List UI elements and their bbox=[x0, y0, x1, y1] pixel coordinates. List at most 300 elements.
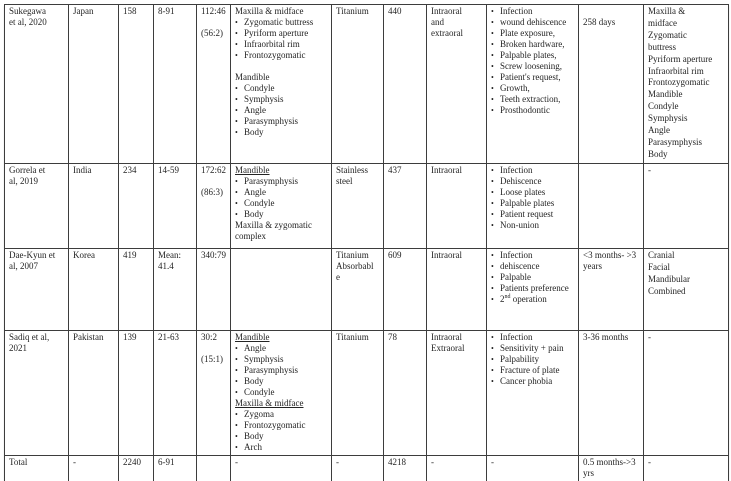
text-line: Titanium bbox=[336, 250, 369, 260]
text-line: Intraoral bbox=[431, 6, 462, 16]
bullet-item bbox=[235, 116, 327, 127]
bullet-icon: • bbox=[235, 366, 238, 375]
text-line: Frontozygomatic bbox=[648, 77, 710, 88]
bullet-icon: • bbox=[235, 40, 238, 49]
bullet-item bbox=[235, 198, 327, 209]
bullet-item bbox=[491, 376, 574, 387]
bullet-text: Patient request bbox=[500, 209, 554, 219]
bullet-icon: • bbox=[491, 262, 494, 271]
removal-time-cell bbox=[579, 164, 644, 249]
fracture-sites-cell bbox=[231, 5, 332, 164]
text-line: Maxilla & midface bbox=[235, 398, 304, 408]
study-row-gorrela-2019 bbox=[5, 164, 729, 249]
bullet-item bbox=[235, 431, 327, 442]
bullet-text: Body bbox=[244, 127, 264, 137]
bullet-item bbox=[235, 442, 327, 453]
text-line: Cranial bbox=[648, 250, 675, 260]
bullet-text: Angle bbox=[244, 343, 267, 353]
text-line: - bbox=[235, 457, 239, 467]
text-line: buttress bbox=[648, 41, 677, 52]
text-line: Gorrela et bbox=[9, 165, 46, 175]
sample-size-cell bbox=[119, 164, 154, 249]
text-line: Condyle bbox=[648, 101, 679, 112]
material-cell bbox=[332, 5, 384, 164]
text-line: 440 bbox=[388, 6, 402, 16]
text-line: 139 bbox=[123, 332, 137, 342]
bullet-item bbox=[235, 209, 327, 220]
bullet-text: Sensitivity + pain bbox=[500, 343, 564, 353]
text-line: Korea bbox=[73, 250, 95, 260]
bullet-item bbox=[491, 94, 574, 105]
text-line: midface bbox=[648, 17, 677, 28]
removal-time-cell bbox=[579, 456, 644, 481]
bullet-item bbox=[491, 187, 574, 198]
text-line: 419 bbox=[123, 250, 137, 260]
text-line: <3 months- >3 years bbox=[583, 250, 637, 271]
bullet-icon: • bbox=[491, 188, 494, 197]
text-line: Mandible bbox=[235, 165, 270, 175]
bullet-item bbox=[235, 420, 327, 431]
bullet-icon: • bbox=[235, 344, 238, 353]
text-line: - bbox=[491, 457, 495, 467]
bullet-icon: • bbox=[235, 106, 238, 115]
bullet-icon: • bbox=[491, 73, 494, 82]
bullet-text: Body bbox=[244, 431, 264, 441]
bullet-text: Zygoma bbox=[244, 409, 275, 419]
text-line: - bbox=[648, 457, 652, 467]
material-cell bbox=[332, 164, 384, 249]
bullet-icon: • bbox=[491, 273, 494, 282]
author-cell bbox=[5, 5, 69, 164]
bullet-item bbox=[491, 365, 574, 376]
removed-sites-cell bbox=[644, 249, 729, 331]
bullet-item bbox=[235, 83, 327, 94]
material-cell bbox=[332, 331, 384, 456]
bullet-icon: • bbox=[235, 388, 238, 397]
removal-reasons-cell bbox=[487, 5, 579, 164]
text-line: Body bbox=[648, 148, 668, 159]
bullet-item bbox=[491, 209, 574, 220]
bullet-icon: • bbox=[235, 432, 238, 441]
bullet-item bbox=[491, 354, 574, 365]
bullet-text: Condyle bbox=[244, 198, 275, 208]
bullet-icon: • bbox=[491, 166, 494, 175]
bullet-icon: • bbox=[235, 188, 238, 197]
bullet-text: Palpable plates bbox=[500, 198, 555, 208]
text-line: - bbox=[648, 165, 652, 175]
sample-size-cell bbox=[119, 456, 154, 481]
country-cell bbox=[69, 5, 119, 164]
author-cell bbox=[5, 164, 69, 249]
gender-ratio-cell bbox=[197, 456, 231, 481]
gender-ratio-cell bbox=[197, 331, 231, 456]
text-line: 437 bbox=[388, 165, 402, 175]
text-line: Maxilla & bbox=[648, 6, 686, 16]
bullet-text: Angle bbox=[244, 187, 267, 197]
bullet-icon: • bbox=[235, 128, 238, 137]
bullet-text: Symphysis bbox=[244, 354, 284, 364]
bullet-icon: • bbox=[235, 95, 238, 104]
text-line: 172:62 bbox=[201, 165, 227, 175]
bullet-icon: • bbox=[491, 84, 494, 93]
bullet-text: Loose plates bbox=[500, 187, 546, 197]
bullet-item bbox=[235, 105, 327, 116]
bullet-icon: • bbox=[491, 251, 494, 260]
spacer bbox=[201, 343, 226, 354]
bullet-text: wound dehiscence bbox=[500, 17, 567, 27]
text-line: - bbox=[648, 332, 652, 342]
bullet-text: Infection bbox=[500, 250, 533, 260]
bullet-icon: • bbox=[491, 377, 494, 386]
bullet-item bbox=[491, 39, 574, 50]
text-line: Mandibular bbox=[648, 273, 691, 284]
text-line: Absorbabl bbox=[336, 261, 374, 271]
studies-table bbox=[4, 4, 729, 481]
text-line: Total bbox=[9, 457, 28, 467]
bullet-item bbox=[491, 343, 574, 354]
text-line: 2021 bbox=[9, 343, 27, 353]
age-range-cell bbox=[154, 5, 197, 164]
bullet-text: Growth, bbox=[500, 83, 530, 93]
text-line: Combined bbox=[648, 285, 686, 296]
bullet-text: Body bbox=[244, 209, 264, 219]
removed-sites-cell bbox=[644, 5, 729, 164]
bullet-item bbox=[491, 294, 574, 305]
text-line: India bbox=[73, 165, 92, 175]
text-line: 158 bbox=[123, 6, 137, 16]
text-line: Intraoral bbox=[431, 165, 462, 175]
text-line: - bbox=[336, 457, 340, 467]
total-row bbox=[5, 456, 729, 481]
bullet-icon: • bbox=[491, 7, 494, 16]
text-line: 4218 bbox=[388, 457, 407, 467]
study-row-daekyun-2007 bbox=[5, 249, 729, 331]
country-cell bbox=[69, 164, 119, 249]
text-line: e bbox=[336, 272, 341, 282]
bullet-icon: • bbox=[235, 377, 238, 386]
bullet-icon: • bbox=[491, 355, 494, 364]
bullet-item bbox=[235, 94, 327, 105]
sample-size-cell bbox=[119, 249, 154, 331]
text-line: 21-63 bbox=[158, 332, 179, 342]
text-line: extraoral bbox=[431, 28, 463, 38]
bullet-text: Frontozygomatic bbox=[244, 420, 306, 430]
removal-reasons-cell bbox=[487, 164, 579, 249]
fracture-sites-cell bbox=[231, 164, 332, 249]
bullet-icon: • bbox=[491, 284, 494, 293]
bullet-text: Palpability bbox=[500, 354, 540, 364]
author-cell bbox=[5, 456, 69, 481]
bullet-item bbox=[235, 376, 327, 387]
bullet-item bbox=[491, 17, 574, 28]
gender-ratio-cell bbox=[197, 164, 231, 249]
bullet-text: Infection bbox=[500, 6, 533, 16]
approach-cell bbox=[427, 249, 487, 331]
text-line: Maxilla & midface bbox=[235, 6, 304, 16]
text-line: Maxilla & zygomatic complex bbox=[235, 220, 312, 241]
text-line: 30:2 bbox=[201, 332, 218, 342]
text-line: - bbox=[431, 457, 435, 467]
removed-sites-cell bbox=[644, 331, 729, 456]
study-row-sadiq-2021 bbox=[5, 331, 729, 456]
bullet-icon: • bbox=[235, 199, 238, 208]
bullet-item bbox=[491, 272, 574, 283]
age-range-cell bbox=[154, 331, 197, 456]
text-line: Mandible bbox=[235, 332, 270, 342]
text-line: et al, 2020 bbox=[9, 17, 47, 27]
bullet-item bbox=[235, 365, 327, 376]
text-line: 258 days bbox=[583, 17, 616, 27]
fracture-sites-cell bbox=[231, 456, 332, 481]
text-line: 3-36 months bbox=[583, 332, 629, 342]
bullet-text: Patient's request, bbox=[500, 72, 561, 82]
bullet-text: Parasymphysis bbox=[244, 176, 299, 186]
gender-ratio-cell bbox=[197, 5, 231, 164]
bullet-item bbox=[491, 261, 574, 272]
bullet-text: Dehiscence bbox=[500, 176, 542, 186]
text-line: Parasymphysis bbox=[648, 136, 703, 147]
country-cell bbox=[69, 331, 119, 456]
bullet-icon: • bbox=[491, 62, 494, 71]
bullet-text: Condyle bbox=[244, 387, 275, 397]
text-line: Titanium bbox=[336, 6, 369, 16]
bullet-icon: • bbox=[491, 210, 494, 219]
bullet-text: Condyle bbox=[244, 83, 275, 93]
removal-time-cell bbox=[579, 331, 644, 456]
bullet-text: Palpable plates, bbox=[500, 50, 557, 60]
bullet-text: Broken hardware, bbox=[500, 39, 565, 49]
fracture-sites-cell bbox=[231, 331, 332, 456]
text-line: Facial bbox=[648, 261, 671, 272]
bullet-icon: • bbox=[491, 366, 494, 375]
bullet-text: Plate exposure, bbox=[500, 28, 555, 38]
text-line: 0.5 months->3 yrs bbox=[583, 457, 636, 478]
text-line: 609 bbox=[388, 250, 402, 260]
age-range-cell bbox=[154, 249, 197, 331]
bullet-icon: • bbox=[235, 51, 238, 60]
text-line: Angle bbox=[648, 125, 671, 136]
bullet-text: Patients preference bbox=[500, 283, 569, 293]
material-cell bbox=[332, 249, 384, 331]
spacer bbox=[583, 6, 639, 17]
removal-reasons-cell bbox=[487, 331, 579, 456]
spacer bbox=[201, 17, 226, 28]
text-line: Sadiq et al, bbox=[9, 332, 50, 342]
approach-cell bbox=[427, 456, 487, 481]
removed-sites-cell bbox=[644, 164, 729, 249]
bullet-icon: • bbox=[235, 117, 238, 126]
bullet-icon: • bbox=[491, 40, 494, 49]
gender-ratio-cell bbox=[197, 249, 231, 331]
bullet-item bbox=[235, 50, 327, 61]
text-line: 8-91 bbox=[158, 6, 175, 16]
bullet-item bbox=[491, 72, 574, 83]
plates-count-cell bbox=[384, 164, 427, 249]
text-line: Titanium bbox=[336, 332, 369, 342]
bullet-item bbox=[491, 176, 574, 187]
text-line: Mandible bbox=[648, 89, 683, 100]
spacer bbox=[235, 61, 327, 72]
bullet-text: Body bbox=[244, 376, 264, 386]
plates-count-cell bbox=[384, 249, 427, 331]
bullet-text: Parasymphysis bbox=[244, 365, 299, 375]
bullet-icon: • bbox=[491, 18, 494, 27]
bullet-item bbox=[491, 61, 574, 72]
text-line: 78 bbox=[388, 332, 398, 342]
bullet-icon: • bbox=[491, 29, 494, 38]
text-line: al, 2007 bbox=[9, 261, 38, 271]
text-line: - bbox=[73, 457, 76, 467]
bullet-icon: • bbox=[235, 210, 238, 219]
bullet-text: Frontozygomatic bbox=[244, 50, 306, 60]
bullet-item bbox=[491, 250, 574, 261]
bullet-text: Pyriform aperture bbox=[244, 28, 309, 38]
sample-size-cell bbox=[119, 331, 154, 456]
text-line: Dae-Kyun et bbox=[9, 250, 56, 260]
age-range-cell bbox=[154, 164, 197, 249]
bullet-text: Prosthodontic bbox=[500, 105, 551, 115]
bullet-item bbox=[235, 409, 327, 420]
bullet-text: Parasymphysis bbox=[244, 116, 299, 126]
approach-cell bbox=[427, 164, 487, 249]
text-line: (86:3) bbox=[201, 187, 223, 197]
bullet-item bbox=[491, 220, 574, 231]
bullet-item bbox=[491, 83, 574, 94]
removal-reasons-cell bbox=[487, 456, 579, 481]
removal-time-cell bbox=[579, 5, 644, 164]
bullet-text: Cancer phobia bbox=[500, 376, 553, 386]
text-line: Mandible bbox=[235, 72, 270, 82]
text-line: 41.4 bbox=[158, 261, 174, 271]
text-line: (56:2) bbox=[201, 28, 223, 38]
removal-reasons-cell bbox=[487, 249, 579, 331]
bullet-item bbox=[235, 187, 327, 198]
country-cell bbox=[69, 456, 119, 481]
text-line: Extraoral bbox=[431, 343, 465, 353]
material-cell bbox=[332, 456, 384, 481]
bullet-text: Infection bbox=[500, 332, 533, 342]
bullet-text: 2nd operation bbox=[500, 294, 547, 304]
bullet-item bbox=[235, 176, 327, 187]
country-cell bbox=[69, 249, 119, 331]
bullet-text: Zygomatic buttress bbox=[244, 17, 314, 27]
text-line: 6-91 bbox=[158, 457, 175, 467]
bullet-icon: • bbox=[491, 344, 494, 353]
bullet-text: Teeth extraction, bbox=[500, 94, 561, 104]
removal-time-cell bbox=[579, 249, 644, 331]
text-line: Infraorbital rim bbox=[648, 65, 704, 76]
bullet-icon: • bbox=[491, 221, 494, 230]
bullet-icon: • bbox=[491, 199, 494, 208]
bullet-icon: • bbox=[235, 29, 238, 38]
text-line: Stainless bbox=[336, 165, 369, 175]
bullet-icon: • bbox=[491, 177, 494, 186]
approach-cell bbox=[427, 5, 487, 164]
bullet-item bbox=[235, 17, 327, 28]
bullet-item bbox=[491, 165, 574, 176]
author-cell bbox=[5, 249, 69, 331]
text-line: al, 2019 bbox=[9, 176, 38, 186]
age-range-cell bbox=[154, 456, 197, 481]
bullet-icon: • bbox=[235, 443, 238, 452]
bullet-text: Angle bbox=[244, 105, 267, 115]
bullet-item bbox=[235, 28, 327, 39]
bullet-icon: • bbox=[235, 177, 238, 186]
text-line: 340:79 bbox=[201, 250, 227, 260]
bullet-item bbox=[235, 354, 327, 365]
fracture-sites-cell bbox=[231, 249, 332, 331]
bullet-text: Fracture of plate bbox=[500, 365, 560, 375]
bullet-icon: • bbox=[235, 84, 238, 93]
bullet-icon: • bbox=[491, 106, 494, 115]
bullet-item bbox=[235, 127, 327, 138]
bullet-text: Palpable bbox=[500, 272, 532, 282]
plates-count-cell bbox=[384, 331, 427, 456]
bullet-item bbox=[491, 28, 574, 39]
bullet-item bbox=[491, 6, 574, 17]
bullet-icon: • bbox=[235, 355, 238, 364]
text-line: steel bbox=[336, 176, 353, 186]
bullet-icon: • bbox=[491, 295, 494, 304]
text-line: Pyriform aperture bbox=[648, 53, 713, 64]
bullet-text: Symphysis bbox=[244, 94, 284, 104]
approach-cell bbox=[427, 331, 487, 456]
text-line: 14-59 bbox=[158, 165, 179, 175]
bullet-icon: • bbox=[235, 410, 238, 419]
bullet-text: Arch bbox=[244, 442, 263, 452]
bullet-item bbox=[235, 387, 327, 398]
spacer bbox=[201, 176, 226, 187]
bullet-text: Screw loosening, bbox=[500, 61, 563, 71]
bullet-item bbox=[491, 332, 574, 343]
text-line: and bbox=[431, 17, 445, 27]
text-line: Pakistan bbox=[73, 332, 104, 342]
text-line: Sukegawa bbox=[9, 6, 46, 16]
bullet-item bbox=[491, 105, 574, 116]
plates-count-cell bbox=[384, 456, 427, 481]
removed-sites-cell bbox=[644, 456, 729, 481]
bullet-text: Infraorbital rim bbox=[244, 39, 300, 49]
bullet-item bbox=[491, 50, 574, 61]
bullet-icon: • bbox=[235, 421, 238, 430]
text-line: Intraoral bbox=[431, 332, 462, 342]
study-row-sukegawa-2020 bbox=[5, 5, 729, 164]
plates-count-cell bbox=[384, 5, 427, 164]
bullet-icon: • bbox=[235, 18, 238, 27]
bullet-icon: • bbox=[491, 333, 494, 342]
text-line: 2240 bbox=[123, 457, 141, 467]
sample-size-cell bbox=[119, 5, 154, 164]
text-line: Intraoral bbox=[431, 250, 462, 260]
text-line: (15:1) bbox=[201, 354, 223, 364]
text-line: Zygomatic bbox=[648, 29, 688, 40]
bullet-item bbox=[235, 343, 327, 354]
bullet-text: dehiscence bbox=[500, 261, 540, 271]
author-cell bbox=[5, 331, 69, 456]
bullet-icon: • bbox=[491, 51, 494, 60]
text-line: Japan bbox=[73, 6, 94, 16]
bullet-text: Non-union bbox=[500, 220, 540, 230]
text-line: Mean: bbox=[158, 250, 181, 260]
text-line: Symphysis bbox=[648, 113, 688, 124]
text-line: 112:46 bbox=[201, 6, 226, 16]
bullet-item bbox=[235, 39, 327, 50]
text-line: 234 bbox=[123, 165, 137, 175]
bullet-item bbox=[491, 198, 574, 209]
bullet-item bbox=[491, 283, 574, 294]
bullet-icon: • bbox=[491, 95, 494, 104]
bullet-text: Infection bbox=[500, 165, 533, 175]
